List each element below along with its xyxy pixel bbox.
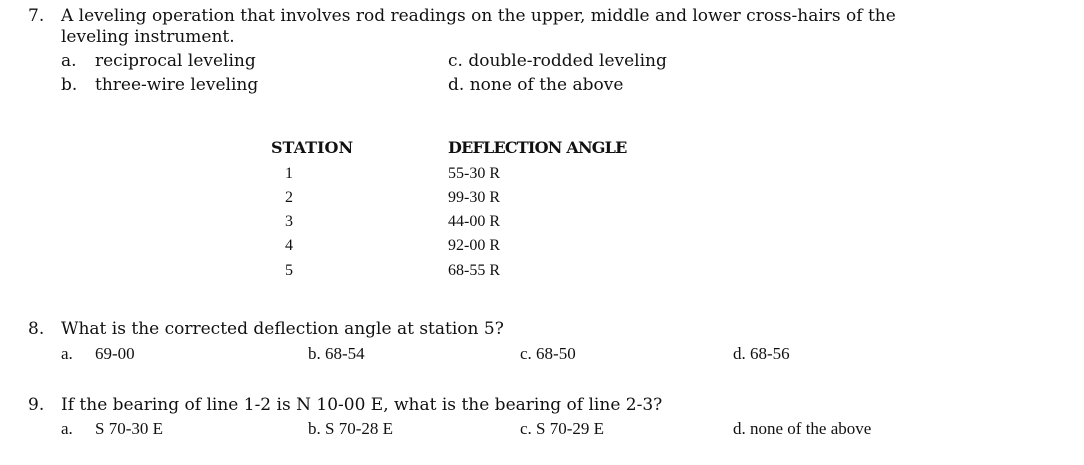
- option-text: none of the above: [469, 75, 624, 95]
- option-text: S 70-30 E: [95, 419, 163, 438]
- question-7-option-d: [448, 75, 623, 95]
- option-text: 68-56: [750, 344, 790, 363]
- table-cell-angle: 44-00 R: [448, 213, 500, 230]
- option-letter: a.: [61, 419, 73, 438]
- question-7-option-c: [448, 51, 667, 71]
- option-letter: b.: [308, 419, 321, 438]
- question-8-option-b: [308, 344, 365, 364]
- table-cell-angle: 55-30 R: [448, 165, 500, 182]
- question-7-number: 7.: [28, 6, 45, 26]
- option-text: 68-50: [536, 344, 576, 363]
- option-text: 68-54: [325, 344, 365, 363]
- question-7-option-b: [61, 75, 258, 95]
- option-letter: d.: [733, 419, 746, 438]
- question-7-text-line1: A leveling operation that involves rod readings on the upper, middle and lower cross-hairs of the: [61, 6, 896, 26]
- option-letter: a.: [61, 51, 77, 71]
- question-9-option-a: [61, 419, 163, 439]
- question-9-option-c: [520, 419, 604, 439]
- table-cell-station: 4: [285, 237, 293, 254]
- option-text: three-wire leveling: [95, 75, 259, 95]
- table-cell-station: 1: [285, 165, 293, 182]
- table-cell-station: 2: [285, 189, 293, 206]
- option-letter: c.: [520, 344, 532, 363]
- question-8-number: 8.: [28, 319, 45, 339]
- option-text: double-rodded leveling: [468, 51, 667, 71]
- question-7-text-line2: leveling instrument.: [61, 27, 235, 47]
- table-cell-station: 5: [285, 262, 293, 279]
- option-letter: b.: [61, 75, 78, 95]
- table-header-station: STATION: [271, 138, 354, 157]
- option-text: S 70-29 E: [536, 419, 605, 438]
- option-text: reciprocal leveling: [95, 51, 256, 71]
- option-text: 69-00: [95, 344, 135, 363]
- table-cell-angle: 92-00 R: [448, 237, 500, 254]
- table-cell-angle: 68-55 R: [448, 262, 500, 279]
- option-letter: b.: [308, 344, 321, 363]
- question-8-text: What is the corrected deflection angle at station 5?: [61, 319, 504, 339]
- table-cell-angle: 99-30 R: [448, 189, 500, 206]
- question-9-text: If the bearing of line 1-2 is N 10-00 E, what is the bearing of line 2-3?: [61, 395, 663, 415]
- question-9-number: 9.: [28, 395, 45, 415]
- option-letter: d.: [733, 344, 746, 363]
- question-7-option-a: [61, 51, 256, 71]
- option-letter: d.: [448, 75, 465, 95]
- option-letter: c.: [520, 419, 532, 438]
- question-8-option-a: [61, 344, 135, 364]
- option-text: S 70-28 E: [325, 419, 393, 438]
- option-text: none of the above: [750, 419, 872, 438]
- table-header-deflection-angle: DEFLECTION ANGLE: [448, 138, 627, 157]
- option-letter: a.: [61, 344, 73, 363]
- table-cell-station: 3: [285, 213, 293, 230]
- question-9-option-b: [308, 419, 393, 439]
- option-letter: c.: [448, 51, 463, 71]
- question-8-option-d: [733, 344, 790, 364]
- question-8-option-c: [520, 344, 576, 364]
- question-9-option-d: [733, 419, 871, 439]
